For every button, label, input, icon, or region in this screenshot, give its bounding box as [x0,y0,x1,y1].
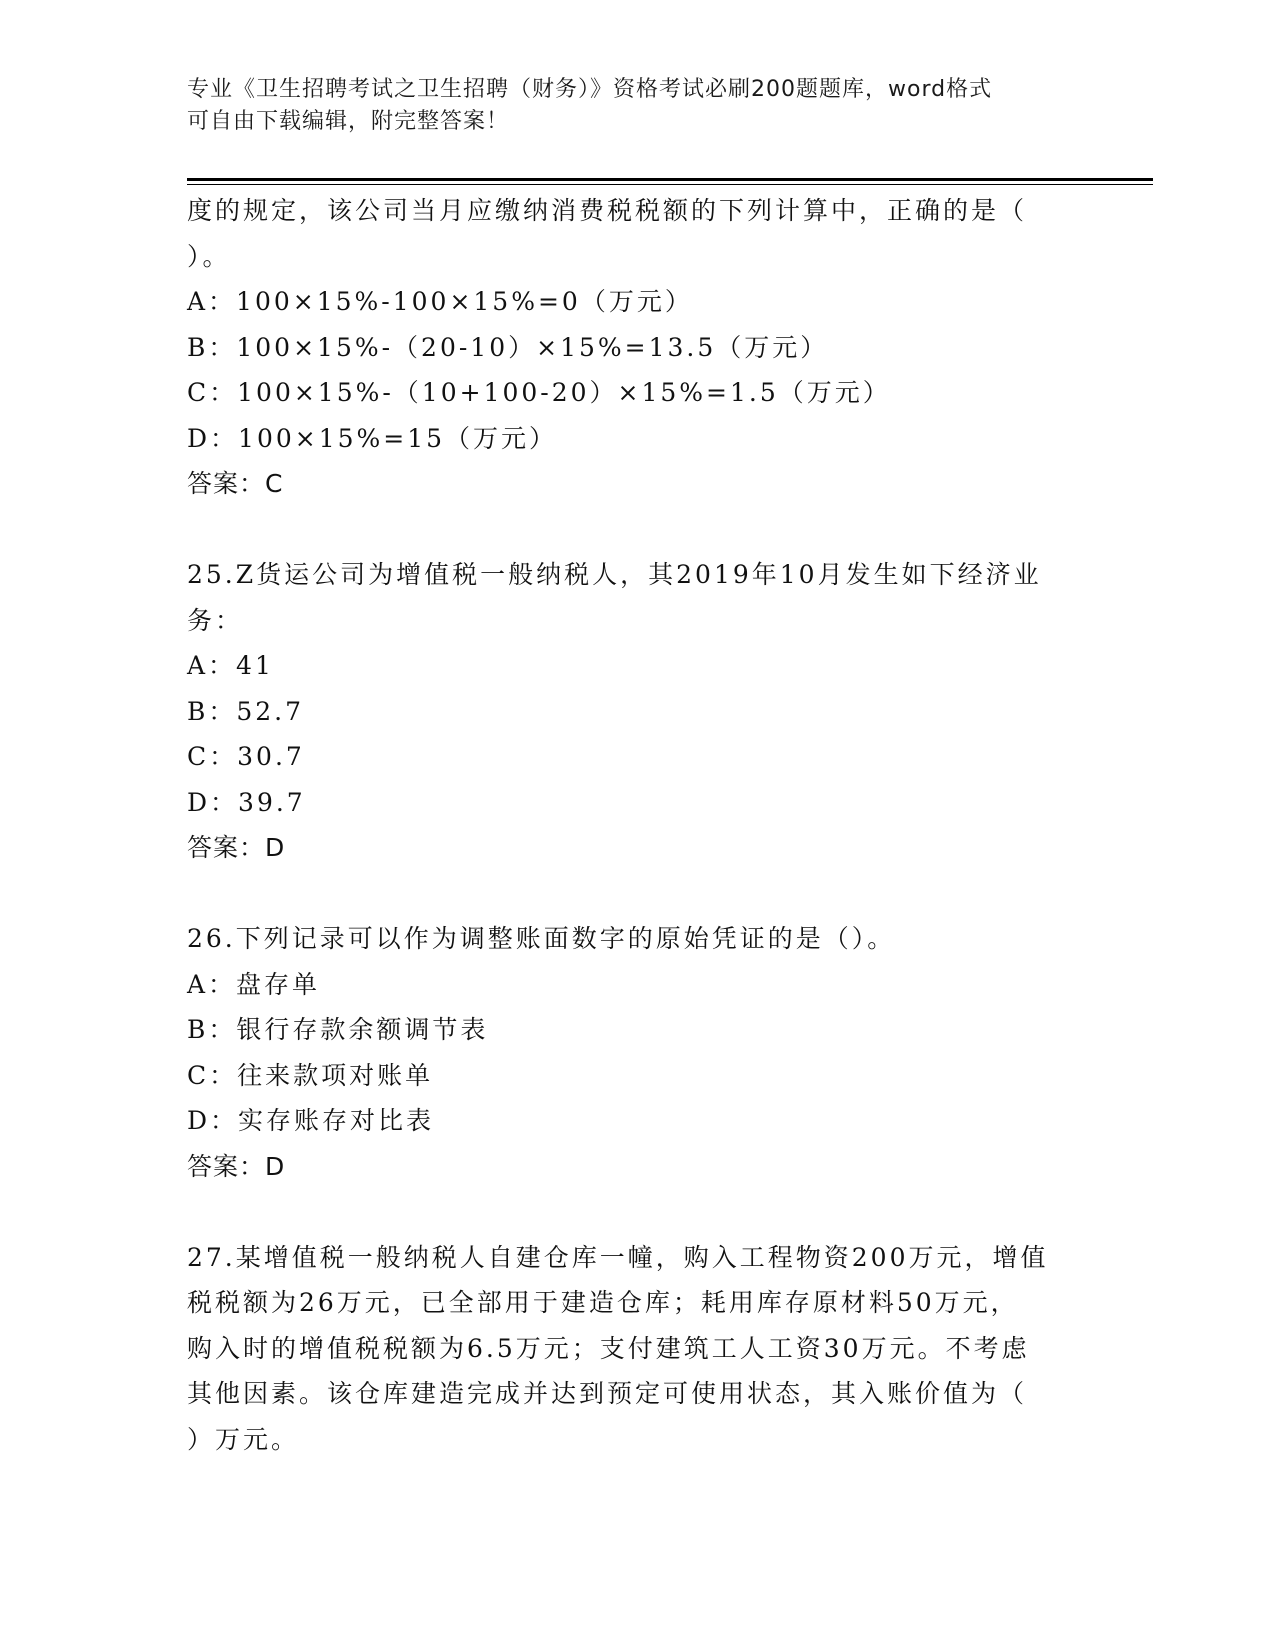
question-stem: 务： [187,605,244,635]
option-a: A：100×15%-100×15%=0（万元） [187,287,693,316]
answer-line: 答案：D [187,833,286,862]
question-stem: 25.Z货运公司为增值税一般纳税人，其2019年10月发生如下经济业 [187,560,1042,589]
spacer [187,871,1087,917]
question-25 [187,552,1087,871]
option-d: D：实存账存对比表 [187,1106,435,1135]
header-rule-thick [187,178,1153,181]
answer-line: 答案：D [187,1151,286,1181]
header-rule-thin [187,184,1153,185]
question-24 [187,188,1087,507]
option-b: B：银行存款余额调节表 [187,1015,489,1044]
answer-line: 答案：C [187,469,284,498]
question-26 [187,916,1087,1189]
option-c: C：30.7 [187,742,305,771]
question-stem: 购入时的增值税税额为6.5万元；支付建筑工人工资30万元。不考虑 [187,1333,1030,1363]
document-body [187,188,1087,1462]
option-d: D：100×15%=15（万元） [187,423,558,453]
question-stem: ）。 [187,241,231,271]
spacer [187,507,1087,553]
question-stem: 26.下列记录可以作为调整账面数字的原始凭证的是（）。 [187,924,896,953]
question-stem: 27.某增值税一般纳税人自建仓库一幢，购入工程物资200万元，增值 [187,1242,1049,1272]
option-c: C：100×15%-（10+100-20）×15%=1.5（万元） [187,378,891,407]
option-c: C：往来款项对账单 [187,1060,434,1090]
header-line-2: 可自由下载编辑，附完整答案！ [187,109,510,134]
question-stem: ）万元。 [187,1424,300,1454]
option-b: B：100×15%-（20-10）×15%=13.5（万元） [187,332,829,362]
question-stem: 其他因素。该仓库建造完成并达到预定可使用状态，其入账价值为（ [187,1379,1028,1408]
header-line-1: 专业《卫生招聘考试之卫生招聘（财务）》资格考试必刷200题题库，word格式 [187,77,993,102]
question-27 [187,1235,1087,1463]
option-a: A：盘存单 [187,969,321,999]
spacer [187,1189,1087,1235]
question-stem: 税税额为26万元，已全部用于建造仓库；耗用库存原材料50万元， [187,1288,1019,1317]
option-d: D：39.7 [187,787,306,817]
option-a: A：41 [187,651,274,680]
document-header [187,74,1067,138]
option-b: B：52.7 [187,696,305,726]
question-stem: 度的规定，该公司当月应缴纳消费税税额的下列计算中，正确的是（ [187,196,1028,225]
